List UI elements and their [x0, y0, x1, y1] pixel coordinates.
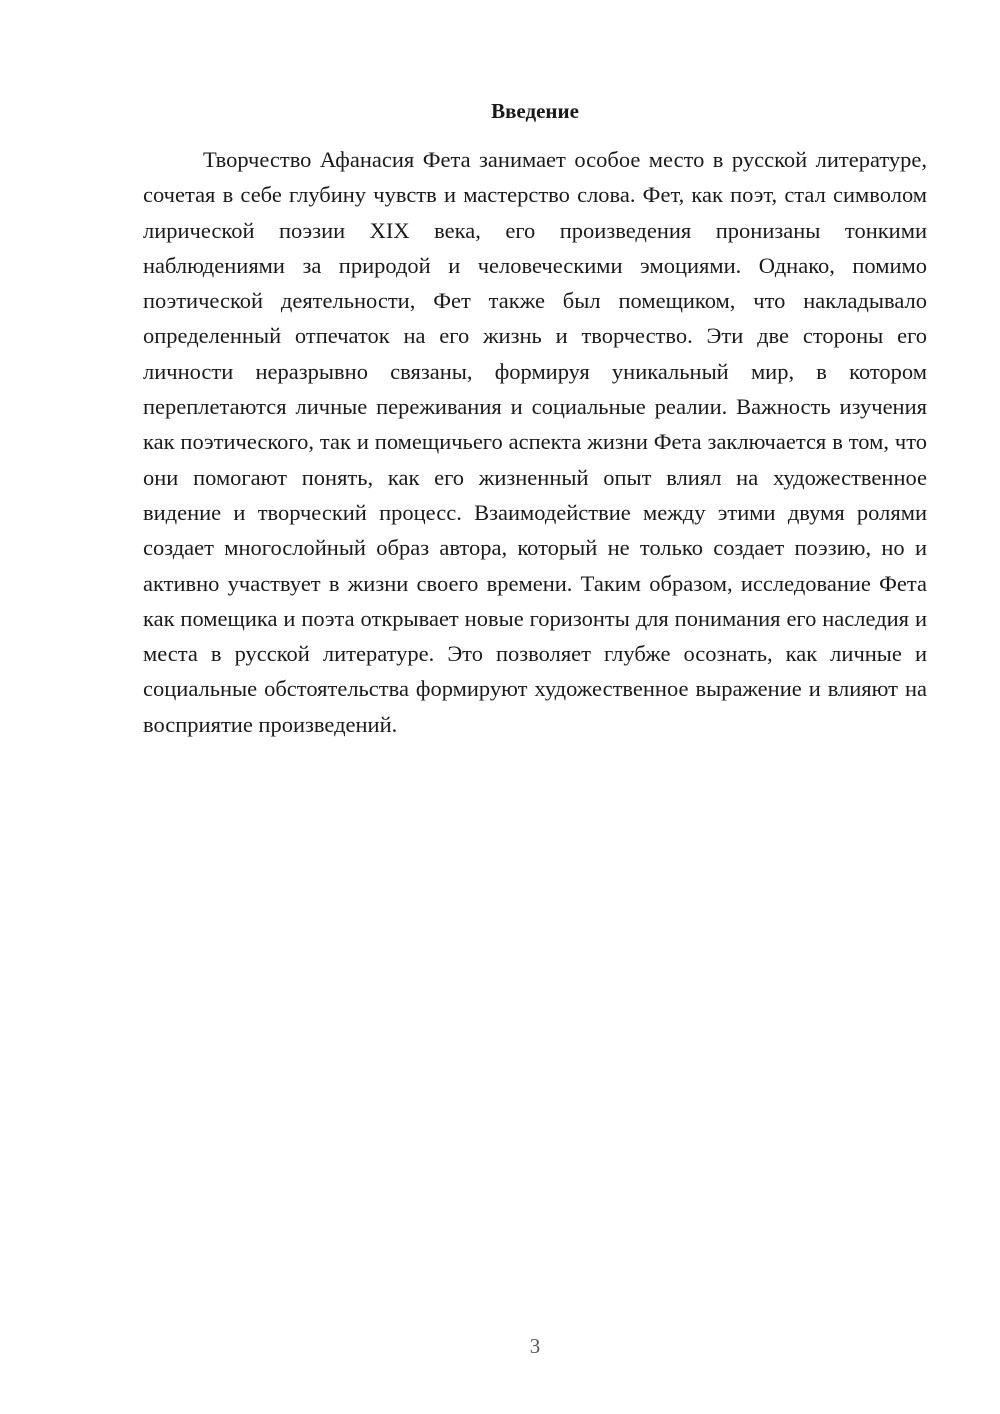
section-heading: Введение — [491, 99, 579, 123]
body-paragraph: Творчество Афанасия Фета занимает особое место в русской литературе, сочетая в себе глубину чувств и мастерство слова. Фет, как поэт, стал символом лирической поэзии XIX века, его произведения пронизаны тонкими наблюдениями за природой и человеческими эмоциями. Однако, помимо поэтической деятельности, Фет также был помещиком, что накладывало определенный отпечаток на его жизнь и творчество. Эти две стороны его личности неразрывно связаны, формируя уникальный мир, в котором переплетаются личные переживания и социальные реалии. Важность изучения как поэтического, так и помещичьего аспекта жизни Фета заключается в том, что они помогают понять, как его жизненный опыт влиял на художественное видение и творческий процесс. Взаимодействие между этими двумя ролями создает многослойный образ автора, который не только создает поэзию, но и активно участвует в жизни своего времени. Таким образом, исследование Фета как помещика и поэта открывает новые горизонты для понимания его наследия и места в русской литературе. Это позволяет глубже осознать, как личные и социальные обстоятельства формируют художественное выражение и влияют на восприятие произведений. — [143, 147, 927, 737]
page-number: 3 — [529, 1334, 541, 1358]
